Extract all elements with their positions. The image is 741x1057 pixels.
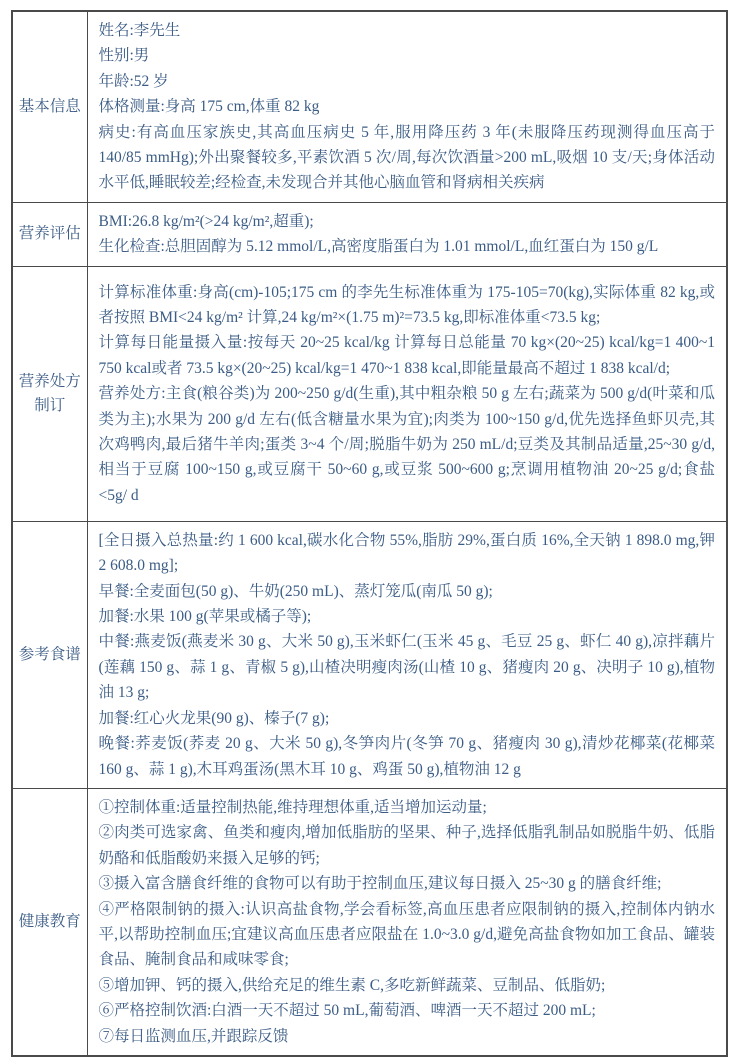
paragraph: 计算标准体重:身高(cm)-105;175 cm 的李先生标准体重为 175-105=70(kg),实际体重 82 kg,或者按照 BMI<24 kg/m² 计算,24 kg/m²×(1.75 m)²=73.5 kg,即标准体重<73.5 kg; <box>98 283 715 326</box>
paragraph: ②肉类可选家禽、鱼类和瘦肉,增加低脂肪的坚果、种子,选择低脂乳制品如脱脂牛奶、低脂奶酪和低脂酸奶来摄入足够的钙; <box>98 824 715 867</box>
paragraph: BMI:26.8 kg/m²(>24 kg/m²,超重); <box>98 212 314 230</box>
paragraph: 病史:有高血压家族史,其高血压病史 5 年,服用降压药 3 年(未服降压药现测得血压高于 140/85 mmHg);外出聚餐较多,平素饮酒 5 次/周,每次饮酒量>200 mL,吸烟 10 支/天;身体活动水平低,睡眠较差;经检查,未发现合并其他心脑血管和肾病相关疾病 <box>98 123 715 192</box>
paragraph: ④严格限制钠的摄入:认识高盐食物,学会看标签,高血压患者应限制钠的摄入,控制体内钠水平,以帮助控制血压;宜建议高血压患者应限盐在 1.0~3.0 g/d,避免高盐食物如加工食品、罐装食品、腌制食品和咸味零食; <box>98 900 715 969</box>
paragraph: ①控制体重:适量控制热能,维持理想体重,适当增加运动量; <box>98 798 487 816</box>
paragraph: 体格测量:身高 175 cm,体重 82 kg <box>98 98 320 116</box>
table-row-health-education <box>12 788 727 1056</box>
patient-case-table <box>11 10 728 1057</box>
row-label-nutrition-assessment: 营养评估 <box>12 202 87 266</box>
paragraph: 年龄:52 岁 <box>98 72 169 90</box>
row-content-health-education <box>87 788 727 1056</box>
paragraph: ③摄入富含膳食纤维的食物可以有助于控制血压,建议每日摄入 25~30 g 的膳食纤维; <box>98 875 662 893</box>
paragraph: 营养处方:主食(粮谷类)为 200~250 g/d(生重),其中粗杂粮 50 g 左右;蔬菜为 500 g/d(叶菜和瓜类为主);水果为 200 g/d 左右(低含糖量水果为宜);肉类为 100~150 g/d,优先选择鱼虾贝壳,其次鸡鸭肉,最后猪牛羊肉;蛋类 3~4 个/周;脱脂牛奶为 250 mL/d;豆类及其制品适量,25~30 g/d,相当于豆腐 100~150 g,或豆腐干 50~60 g,或豆浆 500~600 g;烹调用植物油 20~25 g/d;食盐<5g/ d <box>98 385 715 504</box>
paragraph: [全日摄入总热量:约 1 600 kcal,碳水化合物 55%,脂肪 29%,蛋白质 16%,全天钠 1 898.0 mg,钾 2 608.0 mg]; <box>98 531 715 575</box>
row-content-reference-recipes <box>87 521 727 788</box>
row-content-nutrition-assessment <box>87 202 727 266</box>
paragraph: 加餐:水果 100 g(苹果或橘子等); <box>98 608 312 626</box>
paragraph: 加餐:红心火龙果(90 g)、榛子(7 g); <box>98 709 330 727</box>
paragraph: ⑤增加钾、钙的摄入,供给充足的维生素 C,多吃新鲜蔬菜、豆制品、低脂奶; <box>98 976 606 994</box>
row-label-reference-recipes: 参考食谱 <box>12 521 87 788</box>
row-content-nutrition-prescription <box>87 266 727 521</box>
table-row-nutrition-prescription <box>12 266 727 521</box>
paragraph: 性别:男 <box>98 47 150 65</box>
row-label-health-education: 健康教育 <box>12 788 87 1056</box>
paragraph: 姓名:李先生 <box>98 22 181 39</box>
table-row-reference-recipes <box>12 521 727 788</box>
row-label-nutrition-prescription: 营养处方制订 <box>12 266 87 521</box>
row-content-basic-info <box>87 11 727 202</box>
paragraph: 计算每日能量摄入量:按每天 20~25 kcal/kg 计算每日总能量 70 kg×(20~25) kcal/kg=1 400~1 750 kcal或者 73.5 kg×(20~25) kcal/kg=1 470~1 838 kcal,即能量最高不超过 1 838 kcal/d; <box>98 334 715 377</box>
paragraph: 晚餐:荞麦饭(荞麦 20 g、大米 50 g),冬笋肉片(冬笋 70 g、猪瘦肉 30 g),清炒花椰菜(花椰菜 160 g、蒜 1 g),木耳鸡蛋汤(黑木耳 10 g、鸡蛋 50 g),植物油 12 g <box>98 735 715 778</box>
paragraph: ⑥严格控制饮酒:白酒一天不超过 50 mL,葡萄酒、啤酒一天不超过 200 mL; <box>98 1002 596 1020</box>
table-row-nutrition-assessment <box>12 202 727 266</box>
table-row-basic-info <box>12 11 727 202</box>
paragraph: ⑦每日监测血压,并跟踪反馈 <box>98 1027 289 1045</box>
paragraph: 生化检查:总胆固醇为 5.12 mmol/L,高密度脂蛋白为 1.01 mmol/L,血红蛋白为 150 g/L <box>98 238 659 256</box>
paragraph: 早餐:全麦面包(50 g)、牛奶(250 mL)、蒸灯笼瓜(南瓜 50 g); <box>98 582 493 600</box>
row-label-basic-info: 基本信息 <box>12 11 87 202</box>
paragraph: 中餐:燕麦饭(燕麦米 30 g、大米 50 g),玉米虾仁(玉米 45 g、毛豆 25 g、虾仁 40 g),凉拌藕片(莲藕 150 g、蒜 1 g、青椒 5 g),山楂决明瘦肉汤(山楂 10 g、猪瘦肉 20 g、决明子 10 g),植物油 13 g; <box>98 633 715 702</box>
